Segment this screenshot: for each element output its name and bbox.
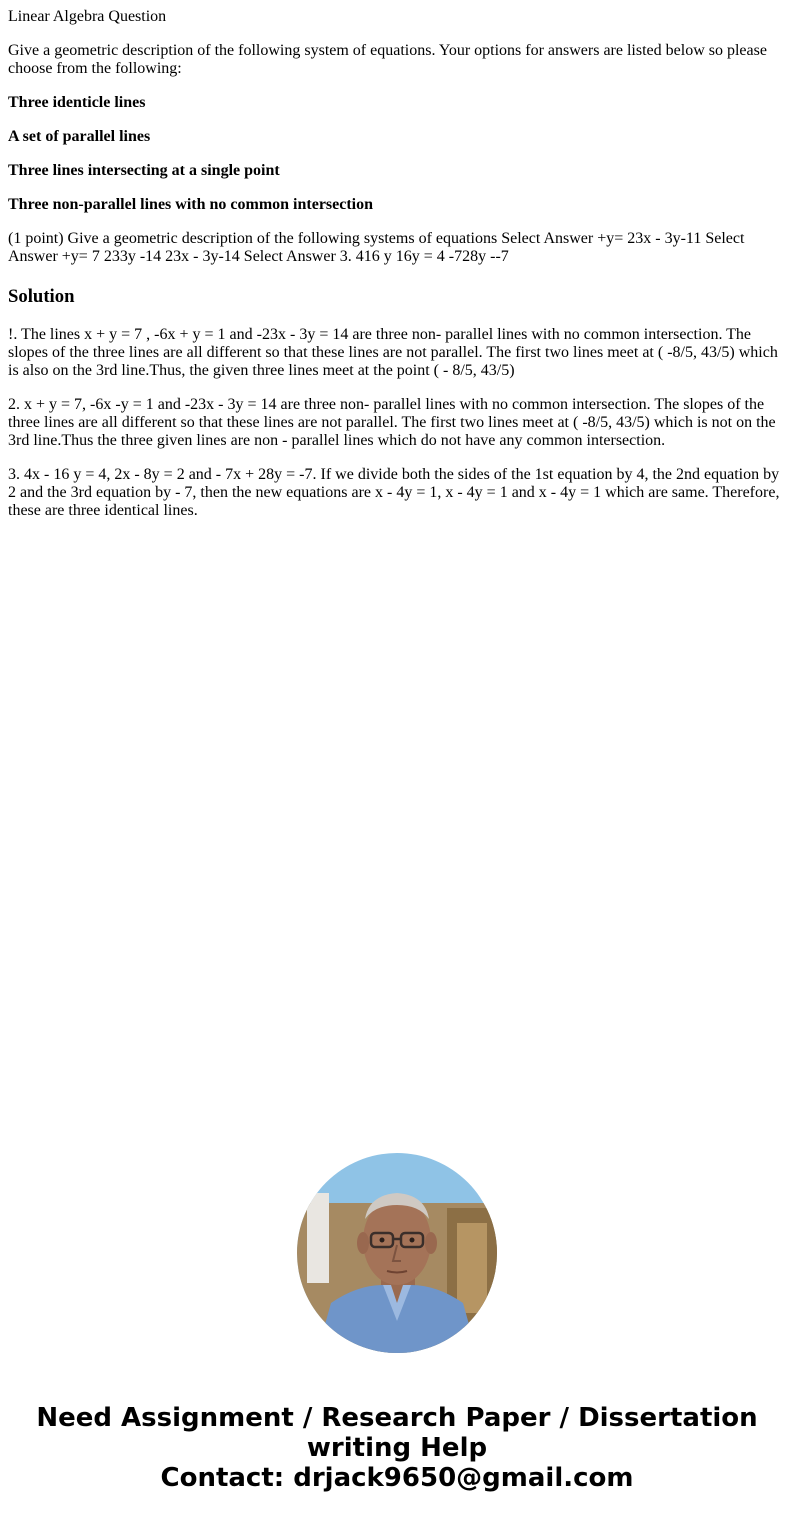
solution-paragraph-1: !. The lines x + y = 7 , -6x + y = 1 and -23x - 3y = 14 are three non- parallel lines with no common intersection. The slopes of the three lines are all different so that these lines are not parallel. The first two lines meet at ( -8/5, 43/5) which is also on the 3rd line.Thus, the given three lines meet at the point ( - 8/5, 43/5) <box>8 326 778 379</box>
promo-line-1: Need Assignment / Research Paper / Dissertation <box>36 1403 758 1433</box>
question-content <box>8 8 784 536</box>
answer-option-4: Three non-parallel lines with no common intersection <box>8 196 374 213</box>
promo-banner <box>0 1403 794 1493</box>
answer-option-3: Three lines intersecting at a single point <box>8 162 280 179</box>
promo-contact: Contact: drjack9650@gmail.com <box>160 1463 634 1493</box>
solution-paragraph-2: 2. x + y = 7, -6x -y = 1 and -23x - 3y = 14 are three non- parallel lines with no common intersection. The slopes of the three lines are all different so that these lines are not parallel. The first two lines meet at ( -8/5, 43/5) which is not on the 3rd line.Thus the three given lines are non - parallel lines which do not have any common intersection. <box>8 396 776 449</box>
solution-paragraph-3: 3. 4x - 16 y = 4, 2x - 8y = 2 and - 7x + 28y = -7. If we divide both the sides of the 1st equation by 4, the 2nd equation by 2 and the 3rd equation by - 7, then the new equations are x - 4y = 1, x - 4y = 1 and x - 4y = 1 which are same. Therefore, these are three identical lines. <box>8 466 780 519</box>
answer-option-2: A set of parallel lines <box>8 128 151 145</box>
answer-option-1: Three identicle lines <box>8 94 146 111</box>
problem-statement: (1 point) Give a geometric description of the following systems of equations Select Answer +y= 23x - 3y-11 Select Answer +y= 7 233y -14 23x - 3y-14 Select Answer 3. 416 y 16y = 4 -728y --7 <box>8 230 745 265</box>
author-avatar <box>297 1153 497 1353</box>
solution-heading: Solution <box>8 286 75 307</box>
promo-line-2: writing Help <box>306 1433 488 1463</box>
author-portrait <box>297 1153 497 1353</box>
question-intro: Give a geometric description of the following system of equations. Your options for answers are listed below so please choose from the following: <box>8 42 767 77</box>
question-title: Linear Algebra Question <box>8 8 167 25</box>
